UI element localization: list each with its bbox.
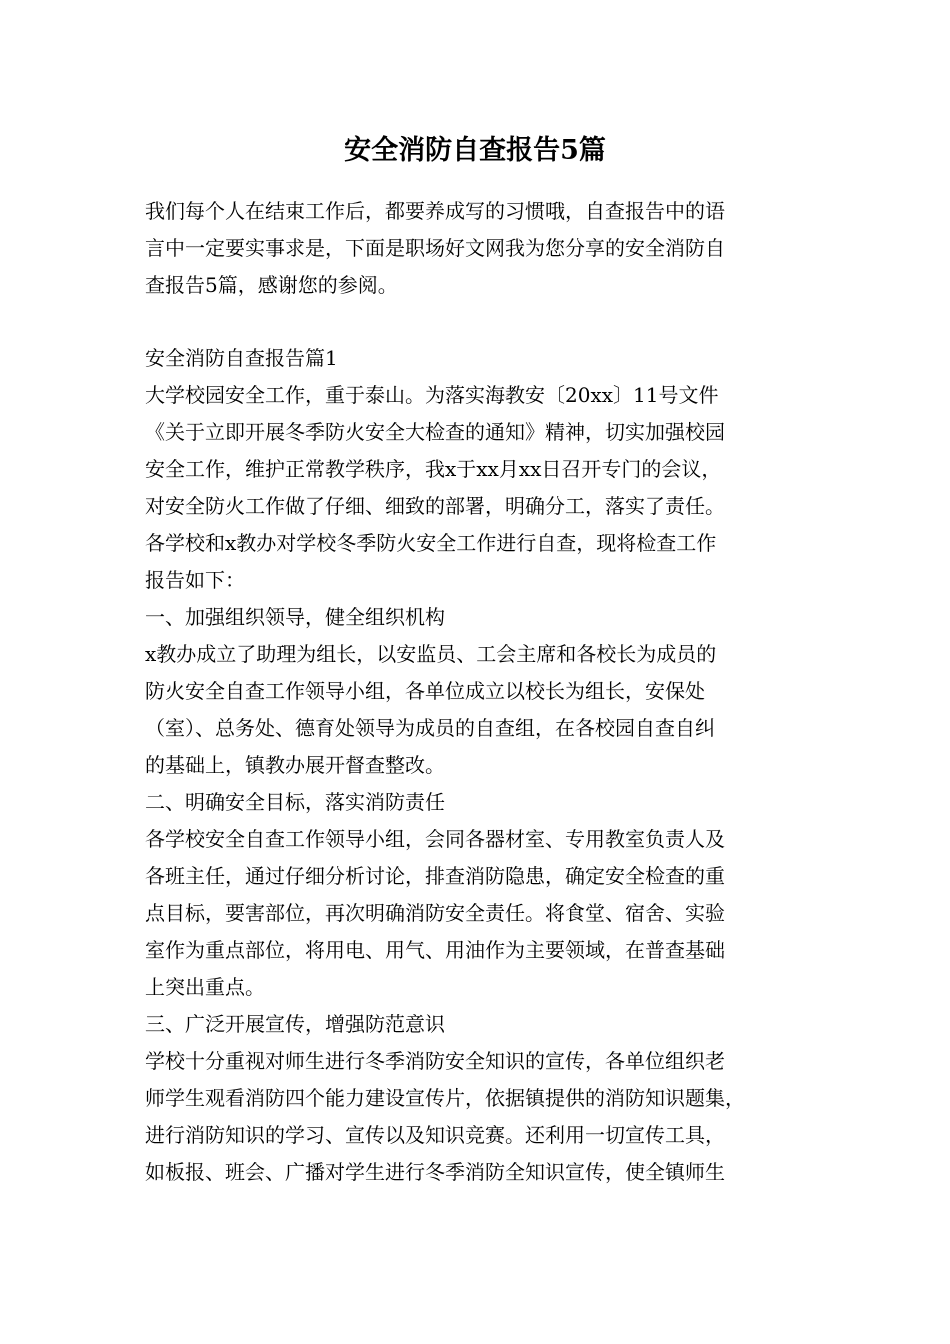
subsection-heading: 一、加强组织领导，健全组织机构 [145, 605, 445, 629]
subsection-heading: 二、明确安全目标，落实消防责任 [145, 790, 445, 814]
body-line: 各学校和x教办对学校冬季防火安全工作进行自查，现将检查工作 [145, 531, 717, 555]
document-title: 安全消防自查报告5篇 [344, 135, 606, 166]
body-line: （室）、总务处、德育处领导为成员的自查组，在各校园自查自纠 [145, 716, 715, 740]
body-line: 点目标，要害部位，再次明确消防安全责任。将食堂、宿舍、实验 [145, 901, 725, 925]
body-line: 对安全防火工作做了仔细、细致的部署，明确分工，落实了责任。 [145, 494, 725, 518]
body-line: 防火安全自查工作领导小组，各单位成立以校长为组长，安保处 [145, 679, 705, 703]
body-line: 室作为重点部位，将用电、用气、用油作为主要领域，在普查基础 [145, 938, 725, 962]
body-line: 师学生观看消防四个能力建设宣传片，依据镇提供的消防知识题集， [145, 1086, 745, 1110]
body-line: 如板报、班会、广播对学生进行冬季消防全知识宣传，使全镇师生 [145, 1160, 725, 1184]
intro-line: 我们每个人在结束工作后，都要养成写的习惯哦，自查报告中的语 [145, 199, 725, 223]
report-body [145, 340, 817, 1191]
intro-line: 言中一定要实事求是，下面是职场好文网我为您分享的安全消防自 [145, 236, 725, 260]
body-line: 的基础上，镇教办展开督查整改。 [145, 753, 445, 777]
body-line: 学校十分重视对师生进行冬季消防安全知识的宣传，各单位组织老 [145, 1049, 725, 1073]
intro-line: 查报告5篇，感谢您的参阅。 [145, 273, 398, 297]
body-line: 各学校安全自查工作领导小组，会同各器材室、专用教室负责人及 [145, 827, 725, 851]
section-heading: 安全消防自查报告篇1 [145, 346, 338, 370]
body-line: 《关于立即开展冬季防火安全大检查的通知》精神，切实加强校园 [145, 420, 725, 444]
body-line: 进行消防知识的学习、宣传以及知识竞赛。还利用一切宣传工具， [145, 1123, 725, 1147]
body-line: 各班主任，通过仔细分析讨论，排查消防隐患，确定安全检查的重 [145, 864, 725, 888]
body-line: 报告如下： [145, 568, 245, 592]
body-line: 大学校园安全工作，重于泰山。为落实海教安〔20xx〕11号文件 [145, 383, 719, 407]
intro-paragraph [145, 193, 817, 304]
body-line: x教办成立了助理为组长，以安监员、工会主席和各校长为成员的 [145, 642, 717, 666]
body-line: 安全工作，维护正常教学秩序，我x于xx月xx日召开专门的会议， [145, 457, 722, 481]
body-line: 上突出重点。 [145, 975, 265, 999]
subsection-heading: 三、广泛开展宣传，增强防范意识 [145, 1012, 445, 1036]
